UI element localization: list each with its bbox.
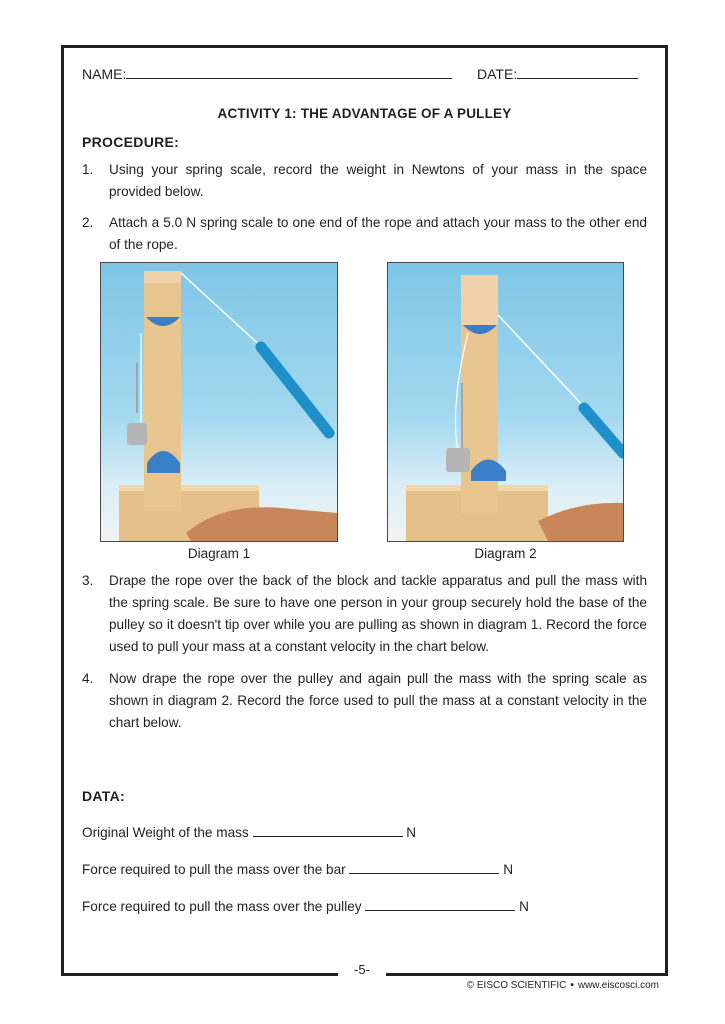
name-field — [82, 66, 452, 82]
force-pulley-input-line[interactable] — [365, 898, 515, 911]
name-input-line[interactable] — [126, 66, 452, 79]
data-heading: DATA: — [82, 788, 125, 804]
unit-label: N — [503, 862, 514, 877]
step-number: 4. — [82, 671, 94, 686]
step-number: 2. — [82, 215, 94, 230]
procedure-step-2 — [82, 212, 647, 256]
step-text: Using your spring scale, record the weight in Newtons of your mass in the space provided below. — [109, 162, 647, 199]
procedure-step-4 — [82, 668, 647, 734]
date-input-line[interactable] — [517, 66, 638, 79]
step-text: Now drape the rope over the pulley and again pull the mass with the spring scale as shown in diagram 2. Record the force used to pull the mass at a constant velocity in the chart below. — [109, 671, 647, 730]
copyright-line — [467, 980, 659, 991]
separator: • — [570, 980, 574, 991]
date-label: DATE: — [477, 66, 518, 82]
diagram-1-caption: Diagram 1 — [187, 546, 251, 561]
unit-label: N — [519, 899, 529, 914]
unit-label: N — [406, 825, 417, 840]
step-text: Drape the rope over the back of the block and tackle apparatus and pull the mass with the spring scale. Be sure to have one person in your group securely hold the base of the pulley so it doesn't tip over while you are pulling as shown in diagram 1. Record the force used to pull your mass at a constant velocity in the chart below. — [109, 573, 647, 654]
page-number: -5- — [354, 962, 370, 977]
step-number: 1. — [82, 162, 94, 177]
activity-title: ACTIVITY 1: THE ADVANTAGE OF A PULLEY — [217, 106, 512, 121]
procedure-heading: PROCEDURE: — [82, 134, 180, 150]
data-field-force-bar — [82, 861, 513, 877]
force-bar-input-line[interactable] — [349, 861, 499, 874]
website-link[interactable]: www.eiscosci.com — [577, 980, 659, 991]
field-label: Force required to pull the mass over the bar — [82, 862, 346, 877]
date-field — [477, 66, 638, 82]
step-number: 3. — [82, 573, 94, 588]
procedure-step-3 — [82, 570, 647, 658]
step-text: Attach a 5.0 N spring scale to one end of the rope and attach your mass to the other end of the rope. — [109, 215, 647, 252]
original-weight-input-line[interactable] — [253, 824, 403, 837]
diagram-1-photo — [100, 262, 338, 542]
field-label: Original Weight of the mass — [82, 825, 249, 840]
pulley-apparatus-illustration — [101, 263, 337, 541]
procedure-step-1 — [82, 159, 647, 203]
pulley-apparatus-illustration — [388, 263, 623, 541]
field-label: Force required to pull the mass over the pulley — [82, 899, 362, 914]
diagram-2-photo — [387, 262, 624, 542]
diagram-2-caption: Diagram 2 — [474, 546, 537, 561]
copyright-text: © EISCO SCIENTIFIC — [466, 980, 567, 991]
data-field-original-weight — [82, 824, 416, 840]
data-field-force-pulley — [82, 898, 529, 914]
name-label: NAME: — [82, 66, 127, 82]
